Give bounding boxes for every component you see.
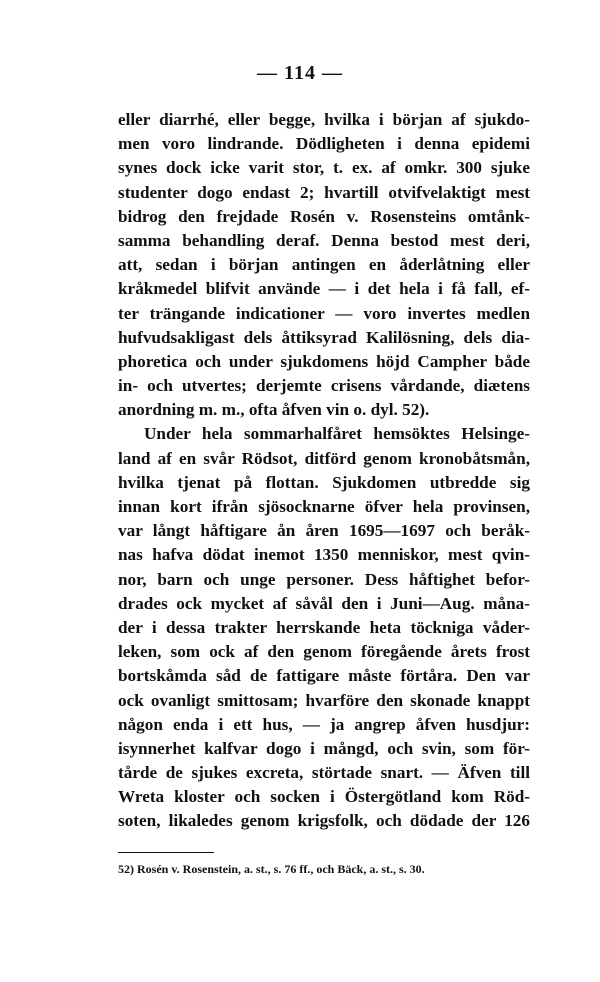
text-line: innan kort ifrån sjösocknarne öfver hela provinsen,	[118, 497, 530, 516]
text-line: land af en svår Rödsot, ditförd genom kronobåtsmån,	[118, 448, 530, 468]
text-line: der i dessa trakter herrskande heta töckniga våder-	[118, 617, 530, 637]
text-line: drades ock mycket af såvål den i Juni—Aug. måna-	[118, 593, 530, 613]
text-line: bortskåmda såd de fattigare måste förtåra. Den var	[118, 666, 530, 686]
text-line: kråkmedel blifvit använde — i det hela i få fall, ef-	[118, 279, 530, 299]
text-line: soten, likaledes genom krigsfolk, och dödade der 126	[118, 811, 530, 831]
text-line: var långt håftigare ån åren 1695—1697 och beråk-	[118, 521, 530, 541]
text-line: leken, som ock af den genom föregående årets frost	[118, 642, 530, 662]
page-number-header: — 114 —	[257, 62, 343, 84]
text-line: nas hafva dödat inemot 1350 menniskor, mest qvin-	[118, 545, 530, 565]
text-line: men voro lindrande. Dödligheten i denna epidemi	[118, 134, 530, 154]
text-line: någon enda i ett hus, — ja angrep åfven husdjur:	[118, 714, 530, 734]
text-line: ter trängande indicationer — voro invertes medlen	[118, 303, 530, 323]
footnote-divider	[118, 852, 214, 853]
text-line: phoretica och under sjukdomens höjd Campher både	[118, 351, 530, 371]
text-line: isynnerhet kalfvar dogo i mångd, och svin, som för-	[118, 738, 530, 758]
text-line: att, sedan i början antingen en åderlåtning eller	[118, 255, 530, 275]
text-line: Wreta kloster och socken i Östergötland kom Röd-	[118, 787, 530, 807]
text-line: synes dock icke varit stor, t. ex. af omkr. 300 sjuke	[118, 158, 530, 178]
text-line: studenter dogo endast 2; hvartill otvifvelaktigt mest	[118, 182, 530, 202]
text-line: bidrog den frejdade Rosén v. Rosensteins omtånk-	[118, 206, 530, 226]
footnote: 52) Rosén v. Rosenstein, a. st., s. 76 ff., och Bäck, a. st., s. 30.	[118, 862, 425, 876]
text-line: samma behandling deraf. Denna bestod mest deri,	[118, 230, 530, 250]
text-line: ock ovanligt smittosam; hvarföre den skonade knappt	[118, 690, 530, 710]
text-line: hufvudsakligast dels åttiksyrad Kalilösning, dels dia-	[118, 327, 530, 347]
text-line: anordning m. m., ofta åfven vin o. dyl. 52).	[118, 400, 430, 420]
text-line: nor, barn och unge personer. Dess håftighet befor-	[118, 569, 530, 589]
text-line: in- och utvertes; derjemte crisens vårdande, diætens	[118, 376, 530, 396]
text-line: hvilka tjenat på flottan. Sjukdomen utbredde sig	[118, 472, 530, 492]
paragraph-start-line: Under hela sommarhalfåret hemsöktes Helsinge-	[144, 424, 530, 444]
text-line: eller diarrhé, eller begge, hvilka i början af sjukdo-	[118, 110, 530, 129]
text-line: tårde de sjukes excreta, störtade snart. — Äfven till	[118, 763, 530, 783]
main-text-block	[118, 108, 530, 834]
